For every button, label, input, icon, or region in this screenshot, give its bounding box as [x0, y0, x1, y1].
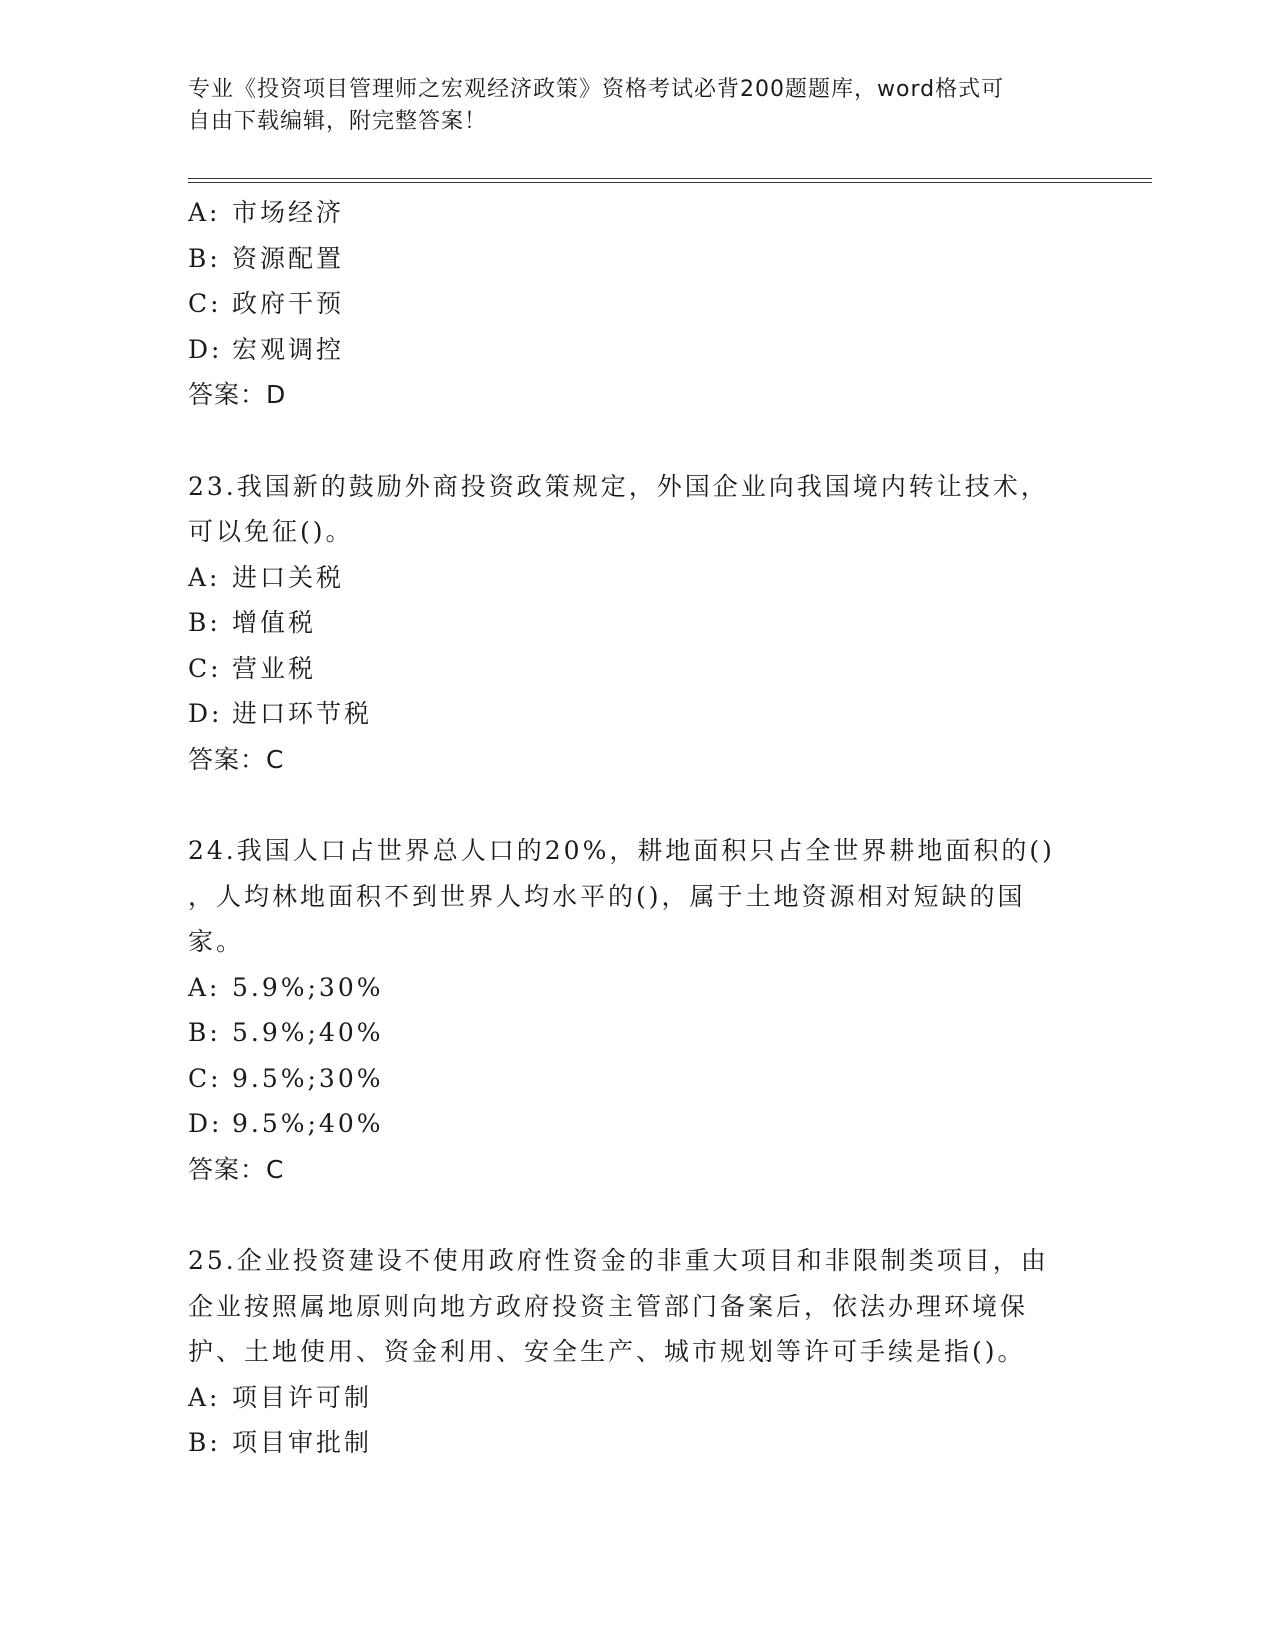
header-line-2: 自由下载编辑，附完整答案！	[188, 109, 488, 134]
option-text: 政府干预	[232, 289, 345, 318]
header-rule-top	[188, 178, 1152, 179]
option-a	[188, 1375, 1088, 1421]
option-key: A:	[188, 972, 221, 1002]
answer-line	[188, 737, 1088, 783]
option-key: D:	[188, 699, 223, 728]
answer-line	[188, 1147, 1088, 1193]
option-text: 5.9%;30%	[232, 972, 384, 1002]
option-text: 项目许可制	[232, 1382, 373, 1412]
option-text: 市场经济	[232, 198, 345, 227]
option-c	[188, 281, 1088, 327]
option-text: 9.5%;40%	[232, 1109, 384, 1138]
question-stem-line: 家。	[188, 927, 245, 956]
question-stem-line: 24.我国人口占世界总人口的20%，耕地面积只占全世界耕地面积的()	[188, 836, 1055, 865]
answer-label: 答案：	[188, 380, 267, 409]
option-text: 进口关税	[232, 562, 345, 592]
option-key: A:	[188, 198, 221, 227]
option-key: C:	[188, 289, 222, 318]
option-key: C:	[188, 653, 222, 683]
option-text: 5.9%;40%	[232, 1018, 384, 1047]
question-25	[188, 1238, 1088, 1466]
answer-value: C	[266, 744, 285, 774]
option-key: B:	[188, 608, 221, 637]
option-key: D:	[188, 334, 223, 364]
question-stem-line: ，人均林地面积不到世界人均水平的()，属于土地资源相对短缺的国	[188, 881, 1026, 911]
option-key: C:	[188, 1063, 222, 1093]
option-key: A:	[188, 562, 221, 592]
answer-line	[188, 372, 1088, 418]
option-key: B:	[188, 243, 221, 273]
answer-value: D	[266, 380, 287, 409]
option-text: 9.5%;30%	[232, 1063, 384, 1093]
option-text: 项目审批制	[232, 1428, 373, 1457]
answer-label: 答案：	[188, 744, 267, 774]
option-text: 进口环节税	[232, 699, 373, 728]
option-b	[188, 236, 1088, 282]
answer-label: 答案：	[188, 1154, 267, 1184]
option-a	[188, 190, 1088, 236]
document-body	[188, 190, 1088, 1466]
option-b	[188, 1010, 1088, 1056]
document-header	[188, 74, 1068, 138]
option-text: 营业税	[232, 653, 317, 683]
spacer	[188, 782, 1088, 828]
option-key: D:	[188, 1109, 223, 1138]
option-c	[188, 646, 1088, 692]
question-stem-line: 25.企业投资建设不使用政府性资金的非重大项目和非限制类项目，由	[188, 1246, 1049, 1275]
option-c	[188, 1056, 1088, 1102]
option-text: 增值税	[232, 608, 317, 637]
option-b	[188, 1420, 1088, 1466]
option-d	[188, 327, 1088, 373]
question-24	[188, 828, 1088, 1192]
option-a	[188, 555, 1088, 601]
question-stem-line: 可以免征()。	[188, 517, 354, 546]
question-stem-line: 企业按照属地原则向地方政府投资主管部门备案后，依法办理环境保	[188, 1291, 1029, 1321]
option-key: A:	[188, 1382, 221, 1412]
option-d	[188, 691, 1088, 737]
option-text: 资源配置	[232, 243, 345, 273]
option-b	[188, 600, 1088, 646]
answer-value: C	[266, 1154, 285, 1184]
option-key: B:	[188, 1428, 221, 1457]
option-key: B:	[188, 1018, 221, 1047]
question-23	[188, 464, 1088, 783]
option-a	[188, 965, 1088, 1011]
spacer	[188, 418, 1088, 464]
header-rule-bottom	[188, 182, 1152, 183]
question-22-continued	[188, 190, 1088, 418]
spacer	[188, 1192, 1088, 1238]
header-line-1: 专业《投资项目管理师之宏观经济政策》资格考试必背200题题库，word格式可	[188, 77, 1005, 102]
option-text: 宏观调控	[232, 334, 345, 364]
question-stem-line: 护、土地使用、资金利用、安全生产、城市规划等许可手续是指()。	[188, 1337, 1026, 1366]
question-stem-line: 23.我国新的鼓励外商投资政策规定，外国企业向我国境内转让技术，	[188, 471, 1049, 501]
option-d	[188, 1101, 1088, 1147]
